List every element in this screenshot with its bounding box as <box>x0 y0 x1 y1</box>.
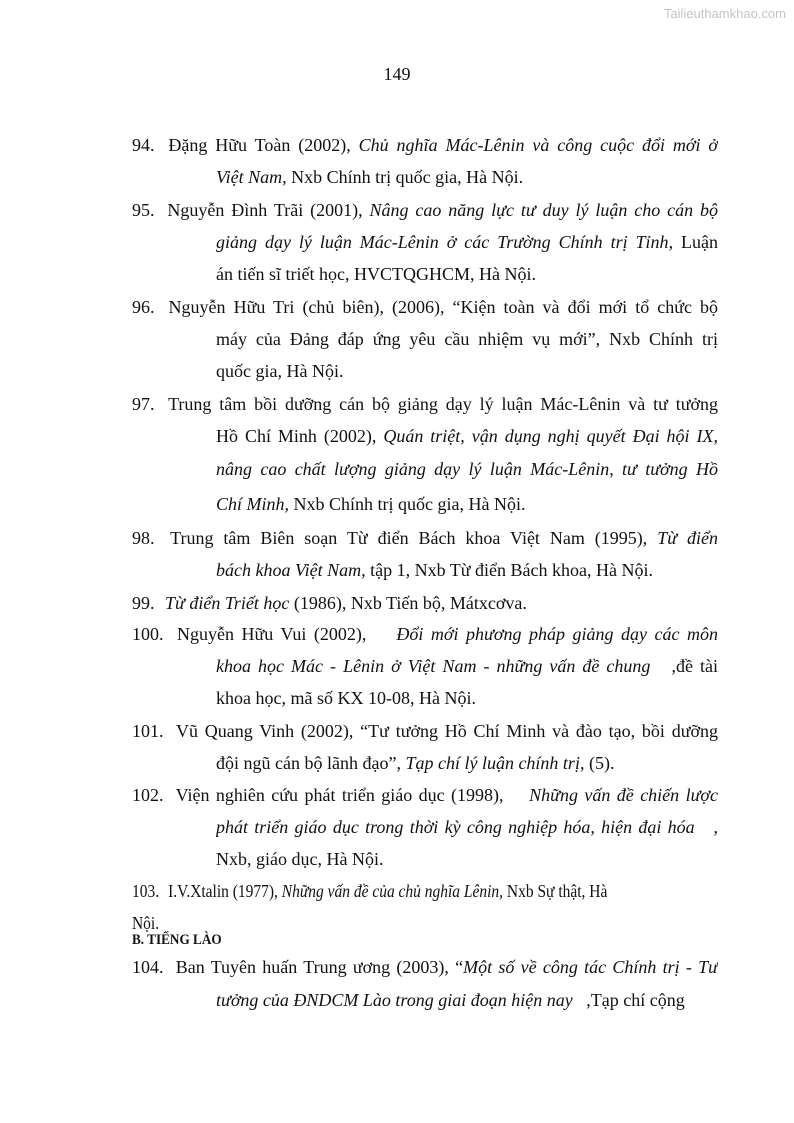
reference-title: Quán triệt, vận dụng nghị quyết Đại hội IX, <box>383 426 718 446</box>
reference-title: Đổi mới phương pháp giảng dạy các môn <box>396 624 718 644</box>
reference-text: Nguyễn Hữu Vui (2002), <box>177 624 397 644</box>
reference-number: 100. <box>132 624 164 644</box>
reference-title: nâng cao chất lượng giảng dạy lý luận Mác-Lênin, tư tưởng Hồ <box>216 459 718 479</box>
reference-entry <box>132 715 718 747</box>
reference-title: Những vấn đề chiến lược <box>529 785 718 805</box>
reference-text: Ban Tuyên huấn Trung ương (2003), “ <box>175 957 464 977</box>
reference-text: tập 1, Nxb Từ điển Bách khoa, Hà Nội. <box>365 560 654 580</box>
reference-text: Hồ Chí Minh (2002), <box>216 426 384 446</box>
reference-title: tưởng của ĐNDCM Lào trong giai đoạn hiện nay <box>216 990 573 1010</box>
reference-text: Nguyễn Đình Trãi (2001), <box>167 200 370 220</box>
reference-entry-continuation <box>216 682 718 714</box>
reference-text: Nxb Sự thật, Hà Nội. <box>132 881 612 933</box>
reference-text: ,Tạp chí cộng <box>572 990 685 1010</box>
reference-title: khoa học Mác - Lênin ở Việt Nam - những vấn đề chung <box>216 656 651 676</box>
reference-number: 99. <box>132 593 155 613</box>
reference-title: phát triển giáo dục trong thời kỳ công nghiệp hóa, hiện đại hóa <box>216 817 695 837</box>
reference-number: 101. <box>132 721 164 741</box>
reference-entry <box>132 618 718 650</box>
reference-text: đội ngũ cán bộ lãnh đạo”, <box>216 753 406 773</box>
reference-text: máy của Đảng đáp ứng yêu cầu nhiệm vụ mới”, Nxb Chính trị <box>216 329 718 349</box>
reference-text: Vũ Quang Vinh (2002), “Tư tưởng Hồ Chí Minh và đào tạo, bồi dưỡng <box>175 721 718 741</box>
page-number: 149 <box>383 64 411 84</box>
reference-entry <box>132 194 718 226</box>
reference-entry-continuation <box>216 161 718 193</box>
reference-title: Từ điển <box>657 528 718 548</box>
reference-entry-continuation <box>216 843 718 875</box>
reference-text: ,đề tài <box>650 656 718 676</box>
reference-title: Một số về công tác Chính trị - Tư <box>463 957 718 977</box>
reference-text: Nxb Chính trị quốc gia, Hà Nội. <box>286 167 524 187</box>
reference-text: án tiến sĩ triết học, HVCTQGHCM, Hà Nội. <box>216 264 536 284</box>
section-heading: B. TIẾNG LÀO <box>132 932 222 948</box>
reference-entry <box>132 779 718 811</box>
reference-entry-continuation <box>216 488 718 520</box>
reference-text: , Luận <box>668 232 718 252</box>
reference-number: 104. <box>132 957 164 977</box>
reference-title: Tạp chí lý luận chính trị <box>405 753 580 773</box>
reference-entry <box>132 129 718 161</box>
reference-entry-continuation <box>216 258 718 290</box>
reference-entry <box>132 587 718 619</box>
reference-entry-continuation <box>216 650 718 682</box>
reference-text: , (5). <box>579 753 615 773</box>
reference-title: Việt Nam, <box>216 167 287 187</box>
reference-text: quốc gia, Hà Nội. <box>216 361 344 381</box>
reference-entry <box>132 291 718 323</box>
reference-text: I.V.Xtalin (1977), <box>168 881 282 901</box>
reference-text: khoa học, mã số KX 10-08, Hà Nội. <box>216 688 476 708</box>
reference-title: Những vấn đề của chủ nghĩa Lênin, <box>281 881 504 901</box>
reference-entry-continuation <box>216 453 718 485</box>
reference-number: 94. <box>132 135 155 155</box>
watermark: Tailieuthamkhao.com <box>663 6 786 21</box>
reference-title: giảng dạy lý luận Mác-Lênin ở các Trường Chính trị Tỉnh <box>216 232 669 252</box>
reference-title: Từ điển Triết học <box>165 593 290 613</box>
reference-entry-continuation <box>216 355 718 387</box>
reference-number: 97. <box>132 394 155 414</box>
reference-title: Chí Minh, <box>216 494 290 514</box>
reference-text: (1986), Nxb Tiến bộ, Mátxcơva. <box>289 593 527 613</box>
reference-text: Nxb, giáo dục, Hà Nội. <box>216 849 384 869</box>
reference-text: Trung tâm bồi dưỡng cán bộ giảng dạy lý luận Mác-Lênin và tư tưởng <box>168 394 718 414</box>
reference-entry-continuation <box>216 420 718 452</box>
reference-title: Nâng cao năng lực tư duy lý luận cho cán bộ <box>369 200 718 220</box>
reference-text: Viện nghiên cứu phát triển giáo dục (1998), <box>175 785 530 805</box>
reference-title: bách khoa Việt Nam, <box>216 560 366 580</box>
reference-entry <box>132 388 718 420</box>
reference-text: Đặng Hữu Toàn (2002), <box>168 135 359 155</box>
reference-number: 95. <box>132 200 155 220</box>
reference-entry <box>132 522 718 554</box>
reference-number: 96. <box>132 297 155 317</box>
reference-entry-continuation <box>216 984 718 1016</box>
reference-entry <box>132 875 636 933</box>
reference-number: 98. <box>132 528 155 548</box>
reference-entry-continuation <box>216 554 718 586</box>
reference-entry-continuation <box>216 226 718 258</box>
reference-entry-continuation <box>216 811 718 843</box>
reference-text: Trung tâm Biên soạn Từ điển Bách khoa Việt Nam (1995), <box>170 528 658 548</box>
reference-text: Nguyễn Hữu Tri (chủ biên), (2006), “Kiện toàn và đổi mới tổ chức bộ <box>168 297 718 317</box>
reference-number: 103. <box>132 881 160 901</box>
reference-text: , <box>694 817 718 837</box>
reference-entry-continuation <box>216 747 718 779</box>
reference-number: 102. <box>132 785 164 805</box>
reference-text: Nxb Chính trị quốc gia, Hà Nội. <box>289 494 526 514</box>
reference-title: Chủ nghĩa Mác-Lênin và công cuộc đổi mới ở <box>358 135 718 155</box>
reference-entry-continuation <box>216 323 718 355</box>
